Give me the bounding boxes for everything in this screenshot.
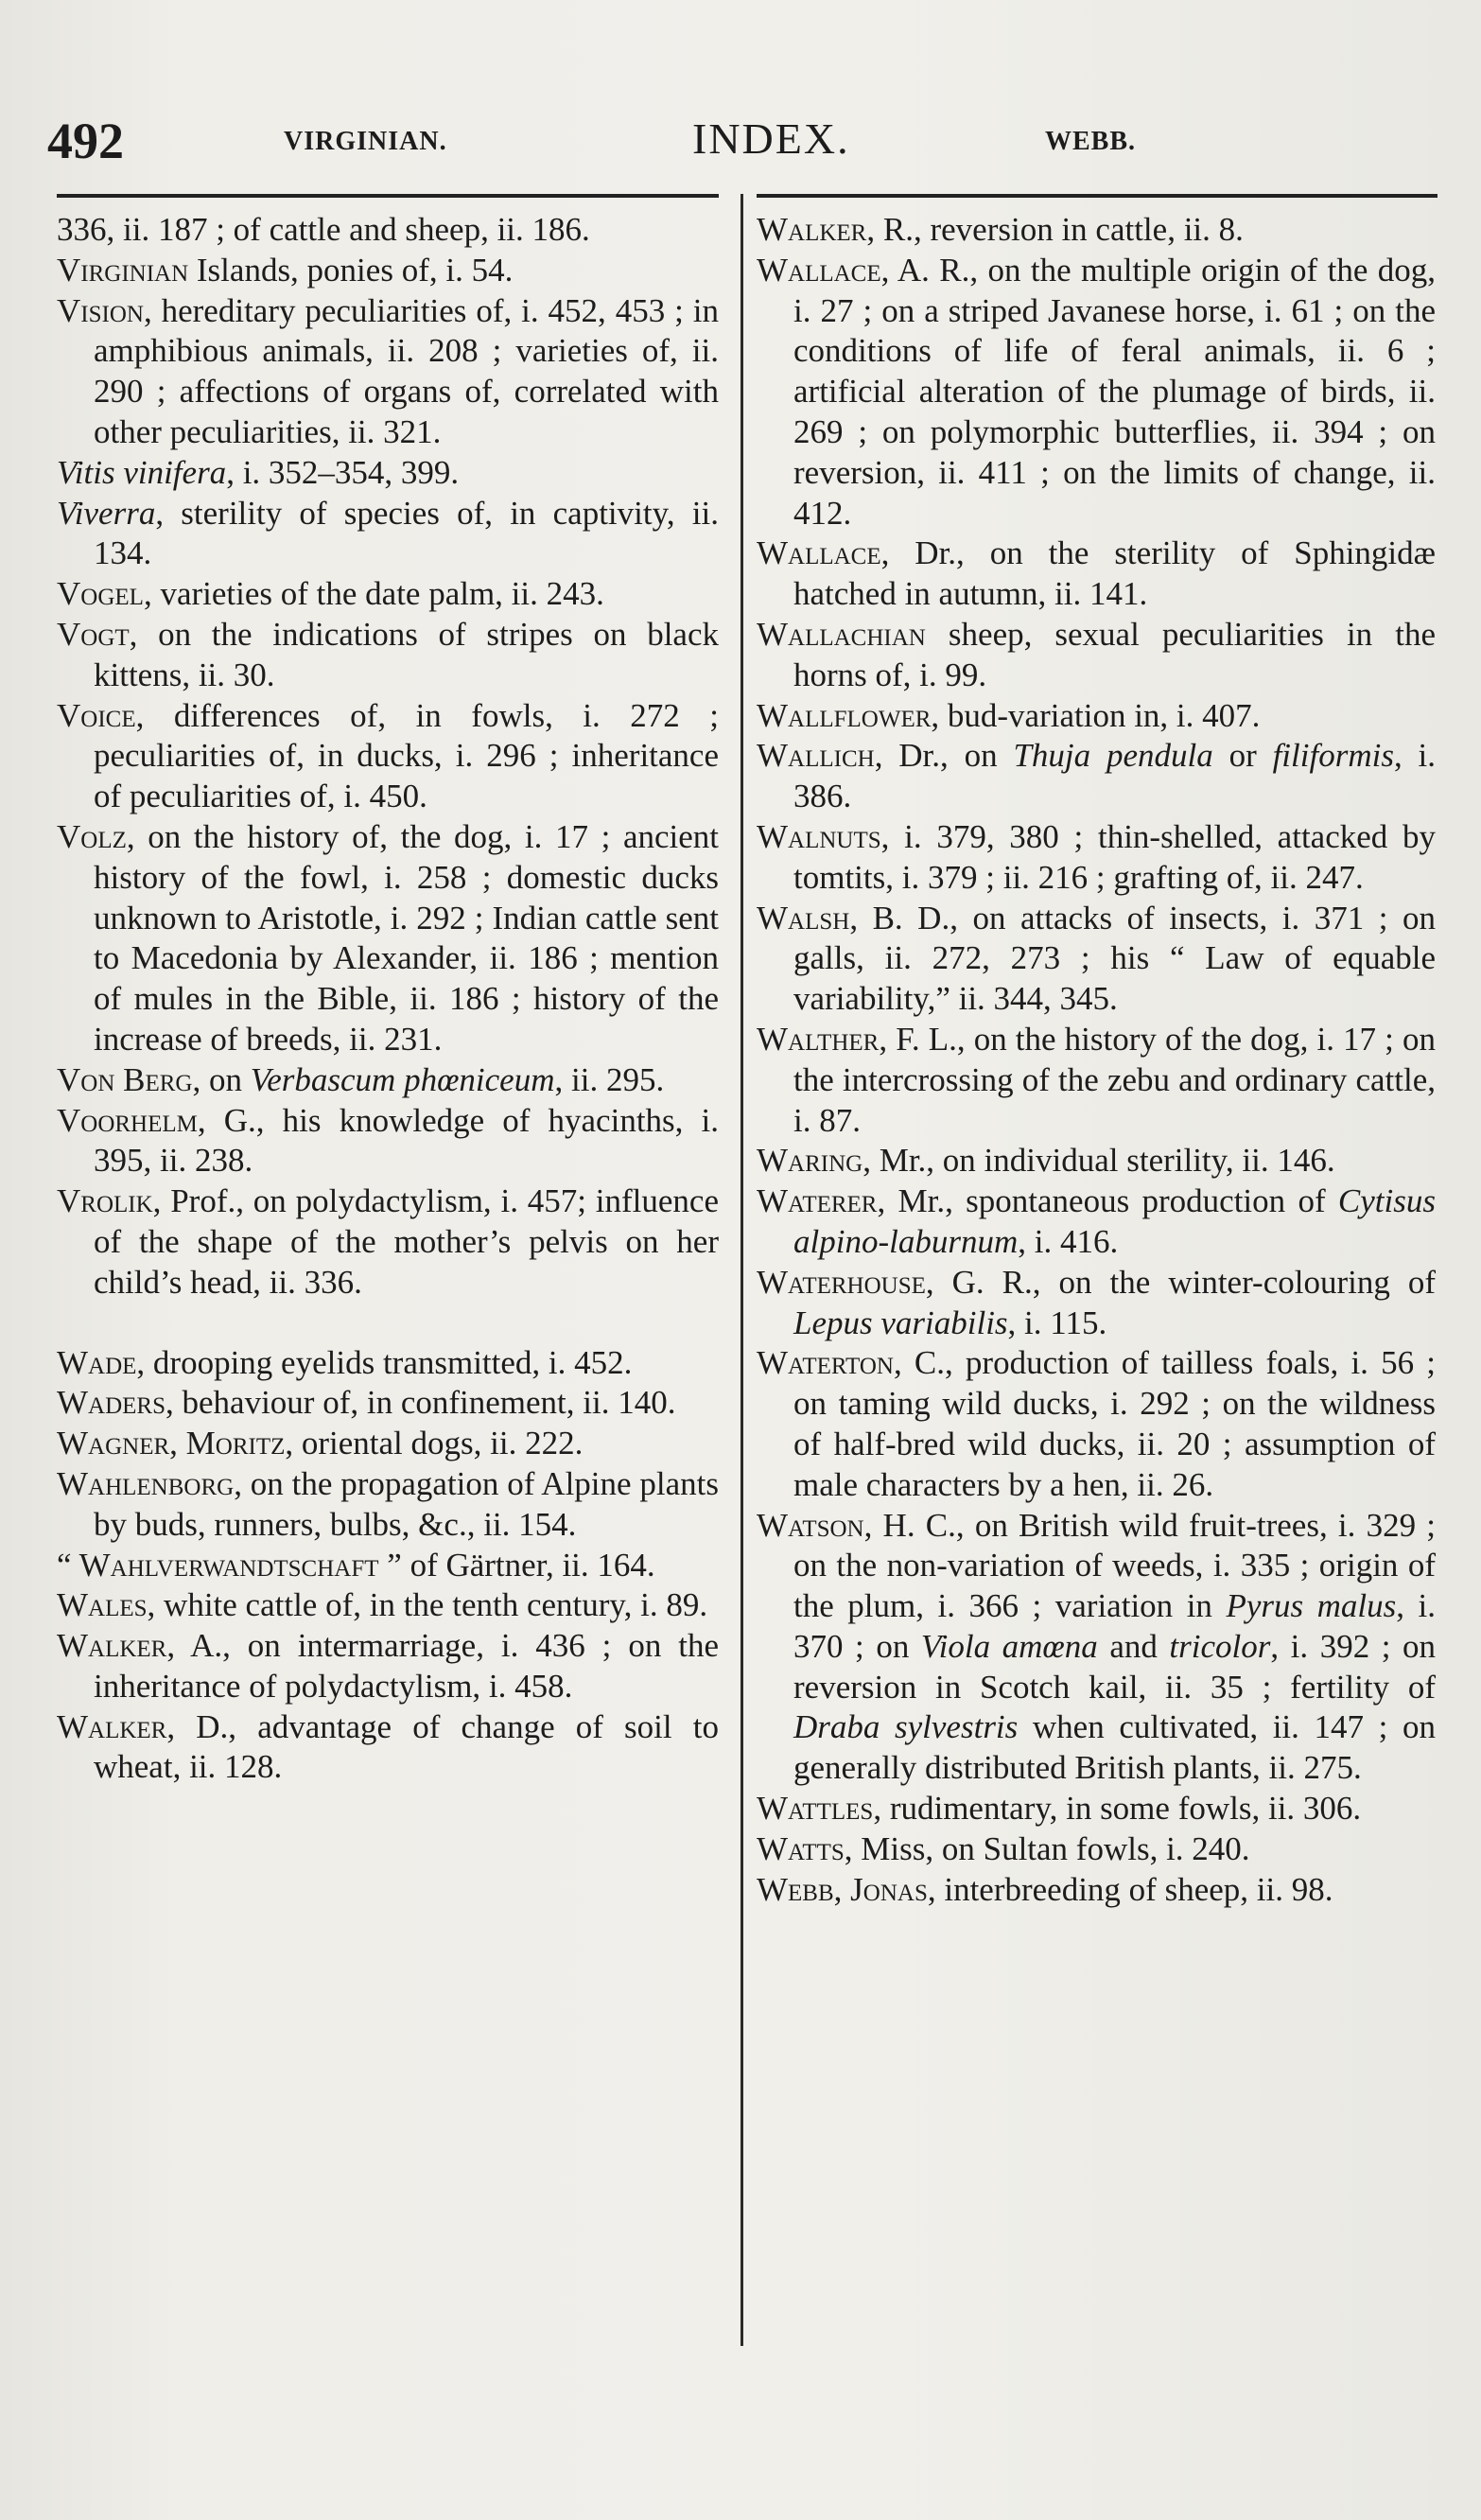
entry-text: , G. R., on the winter-colouring of [925, 1263, 1436, 1301]
entry-text: , D., advantage of change of soil to wheat, ii. 128. [94, 1707, 719, 1786]
entry-headword: Virginian [57, 251, 189, 289]
entry-headword: Wagner, Moritz [57, 1425, 286, 1462]
entry-text: of Gärtner, ii. 164. [401, 1546, 655, 1584]
entry-text: , white cattle of, in the tenth century, i. 89. [147, 1586, 708, 1624]
entry-text: , i. 370 ; on [793, 1587, 1436, 1665]
index-entry [57, 615, 719, 696]
entry-headword: Wade [57, 1343, 137, 1381]
entry-headword: Waring [757, 1142, 863, 1180]
entry-text: , interbreeding of sheep, ii. 98. [927, 1870, 1333, 1908]
entry-text: 336, ii. 187 ; of cattle and sheep, ii. 186. [57, 211, 590, 248]
index-entry [757, 1506, 1436, 1790]
header-rule-left [57, 194, 719, 198]
entry-headword: Wales [57, 1586, 148, 1624]
italic-term: Viverra [57, 494, 156, 532]
entry-headword: Waterer [757, 1182, 878, 1220]
entry-text: , F. L., on the history of the dog, i. 17 ; on the intercrossing of the zebu and ordinary cattle, i. 87. [793, 1020, 1436, 1139]
entry-text: , drooping eyelids transmitted, i. 452. [136, 1343, 633, 1381]
entry-text: , i. 115. [1007, 1304, 1107, 1341]
entry-headword: Webb, Jonas [757, 1870, 928, 1908]
entry-text: , rudimentary, in some fowls, ii. 306. [873, 1790, 1362, 1828]
running-head-right: WEBB. [1045, 127, 1137, 156]
entry-headword: Von Berg [57, 1060, 193, 1098]
page-header [47, 112, 1419, 178]
italic-term: Viola amœna [920, 1627, 1098, 1665]
entry-text: when cultivated, ii. 147 ; on generally distributed British plants, ii. 275. [793, 1708, 1437, 1787]
italic-term: Vitis vinifera [57, 453, 227, 491]
italic-term: Cytisus alpino-laburnum [793, 1182, 1436, 1260]
entry-headword: Vision [57, 291, 144, 329]
index-entry [757, 696, 1436, 737]
entry-text: , behaviour of, in confinement, ii. 140. [166, 1384, 676, 1422]
index-entry [57, 210, 719, 251]
entry-headword: Walsh [757, 899, 850, 936]
entry-headword: Waterhouse [757, 1263, 926, 1301]
entry-headword: Vogel [57, 575, 144, 613]
entry-headword: Walker [57, 1707, 167, 1745]
index-entry [757, 1343, 1436, 1505]
index-entry [757, 1829, 1436, 1870]
index-entry [57, 1546, 719, 1586]
entry-text: , i. 386. [793, 737, 1437, 815]
entry-headword: Walker [757, 211, 867, 248]
italic-term: Draba sylvestris [793, 1708, 1019, 1746]
index-entry [757, 1789, 1436, 1829]
index-entry [57, 1181, 719, 1303]
index-entry [757, 1181, 1436, 1263]
entry-text: , A., on intermarriage, i. 436 ; on the inheritance of polydactylism, i. 458. [94, 1627, 719, 1705]
entry-headword: Volz [57, 817, 127, 855]
entry-text: , Mr., on individual sterility, ii. 146. [862, 1142, 1335, 1180]
entry-text: , A. R., on the multiple origin of the dog, i. 27 ; on a striped Javanese horse, i. 61 ; on the conditions of life of feral animals, ii. 6 ; artificial alteration of the plumage of birds, ii. 269 ; on polymorphic butterflies, ii. 394 ; on reversion, ii. 411 ; on the limits of change, ii. 412. [793, 251, 1436, 532]
entry-text: , B. D., on attacks of insects, i. 371 ; on galls, ii. 272, 273 ; his “ Law of equable variability,” ii. 344, 345. [793, 899, 1436, 1018]
entry-headword: Voorhelm [57, 1101, 198, 1139]
entry-text: , on the history of, the dog, i. 17 ; ancient history of the fowl, i. 258 ; domestic ducks unknown to Aristotle, i. 292 ; Indian cattle sent to Macedonia by Alexander, ii. 186 ; mention of mules in the Bible, ii. 186 ; history of the increase of breeds, ii. 231. [94, 817, 719, 1058]
entry-headword: Waterton [757, 1344, 894, 1382]
page-number: 492 [47, 113, 124, 169]
index-entry [757, 736, 1436, 817]
index-entry [57, 574, 719, 615]
entry-headword: Wahlenborg [57, 1464, 235, 1502]
entry-text: , hereditary peculiarities of, i. 452, 453 ; in amphibious animals, ii. 208 ; varieties of, ii. 290 ; affections of organs of, correlated with other peculiarities, ii. 321. [94, 291, 719, 450]
index-entry [757, 899, 1436, 1020]
index-column-left [57, 210, 719, 1788]
index-entry [57, 1424, 719, 1464]
entry-text: , on the indications of stripes on black kittens, ii. 30. [94, 615, 719, 693]
index-entry [757, 1870, 1436, 1911]
entry-text: , on [192, 1060, 251, 1098]
italic-term: Verbascum phœniceum [250, 1060, 555, 1098]
entry-text: , on the propagation of Alpine plants by buds, runners, bulbs, &c., ii. 154. [94, 1464, 719, 1543]
index-entry [757, 1263, 1436, 1344]
entry-headword: Wattles [757, 1790, 874, 1828]
index-entry [57, 1707, 719, 1789]
entry-text: , i. 392 ; on reversion in Scotch kail, ii. 35 ; fertility of [793, 1627, 1437, 1706]
italic-term: filiformis [1272, 737, 1394, 775]
entry-text: , R., reversion in cattle, ii. 8. [866, 211, 1244, 248]
entry-text: or [1212, 737, 1273, 775]
entry-text: sheep, sexual peculiarities in the horns of, i. 99. [793, 615, 1436, 693]
entry-headword: Wallich [757, 737, 875, 775]
entry-text: , sterility of species of, in captivity, ii. 134. [94, 494, 719, 572]
index-entry [57, 1383, 719, 1424]
running-head-left: VIRGINIAN. [284, 127, 447, 156]
index-entry [757, 1020, 1436, 1141]
entry-headword: Watson [757, 1506, 864, 1544]
entry-text: , Dr., on the sterility of Sphingidæ hatched in autumn, ii. 141. [793, 534, 1436, 613]
entry-text: , i. 416. [1018, 1222, 1119, 1260]
entry-text: , bud-variation in, i. 407. [931, 696, 1261, 734]
entry-text: , Mr., spontaneous production of [877, 1182, 1338, 1220]
letter-section-gap [57, 1304, 719, 1343]
entry-headword: Wallace [757, 251, 881, 289]
italic-term: Pyrus malus [1226, 1587, 1397, 1625]
index-entry [757, 534, 1436, 615]
index-entry [57, 494, 719, 575]
entry-text: , H. C., on British wild fruit-trees, i. 329 ; on the non-variation of weeds, i. 335 ; origin of the plum, i. 366 ; variation in [793, 1506, 1436, 1625]
italic-term: Lepus variabilis [793, 1304, 1008, 1341]
entry-text: , Dr., on [874, 737, 1014, 775]
index-entry [757, 1141, 1436, 1181]
index-entry [757, 210, 1436, 251]
entry-headword: Walther [757, 1020, 880, 1058]
index-column-right [757, 210, 1436, 1910]
entry-text: , Prof., on polydactylism, i. 457; influence of the shape of the mother’s pelvis on her child’s head, ii. 336. [94, 1182, 719, 1301]
entry-headword: Vogt [57, 615, 130, 653]
index-entry [57, 1464, 719, 1546]
entry-text: Islands, ponies of, i. 54. [188, 251, 514, 289]
entry-text: , ii. 295. [554, 1060, 665, 1098]
column-divider [740, 194, 743, 2346]
entry-text: , Miss, on Sultan fowls, i. 240. [844, 1829, 1250, 1867]
italic-term: tricolor [1169, 1627, 1271, 1665]
entry-text: , differences of, in fowls, i. 272 ; peculiarities of, in ducks, i. 296 ; inheritance of peculiarities of, i. 450. [94, 696, 719, 815]
entry-headword: Wallachian [757, 615, 926, 653]
header-rule-right [757, 194, 1437, 198]
entry-text: and [1097, 1627, 1170, 1665]
index-entry [57, 1060, 719, 1101]
index-entry [57, 817, 719, 1060]
italic-term: Thuja pendula [1013, 737, 1213, 775]
entry-headword: “ Wahlverwandtschaft ” [57, 1546, 402, 1584]
entry-headword: Watts [757, 1829, 845, 1867]
index-entry [757, 817, 1436, 899]
entry-headword: Vrolik [57, 1182, 153, 1220]
index-entry [57, 1585, 719, 1626]
index-entry [57, 453, 719, 494]
index-entry [757, 251, 1436, 534]
entry-text: , C., production of tailless foals, i. 56 ; on taming wild ducks, i. 292 ; on the wildness of half-bred wild ducks, ii. 20 ; assumption of male characters by a hen, ii. 26. [793, 1344, 1436, 1503]
entry-text: , i. 379, 380 ; thin-shelled, attacked by tomtits, i. 379 ; ii. 216 ; grafting of, ii. 247. [793, 817, 1436, 896]
index-entry [57, 1343, 719, 1384]
page-title: INDEX. [692, 114, 850, 163]
entry-text: , i. 352–354, 399. [226, 453, 460, 491]
entry-headword: Wallace [757, 534, 881, 572]
index-entry [757, 615, 1436, 696]
entry-headword: Wallflower [757, 696, 932, 734]
index-entry [57, 251, 719, 291]
entry-text: , G., his knowledge of hyacinths, i. 395, ii. 238. [94, 1101, 719, 1180]
entry-text: , oriental dogs, ii. 222. [285, 1425, 584, 1462]
index-entry [57, 1626, 719, 1707]
entry-headword: Waders [57, 1384, 166, 1422]
index-entry [57, 696, 719, 817]
entry-text: , varieties of the date palm, ii. 243. [143, 575, 604, 613]
index-entry [57, 291, 719, 453]
index-entry [57, 1101, 719, 1182]
entry-headword: Walnuts [757, 817, 881, 855]
entry-headword: Voice [57, 696, 136, 734]
entry-headword: Walker [57, 1627, 167, 1665]
